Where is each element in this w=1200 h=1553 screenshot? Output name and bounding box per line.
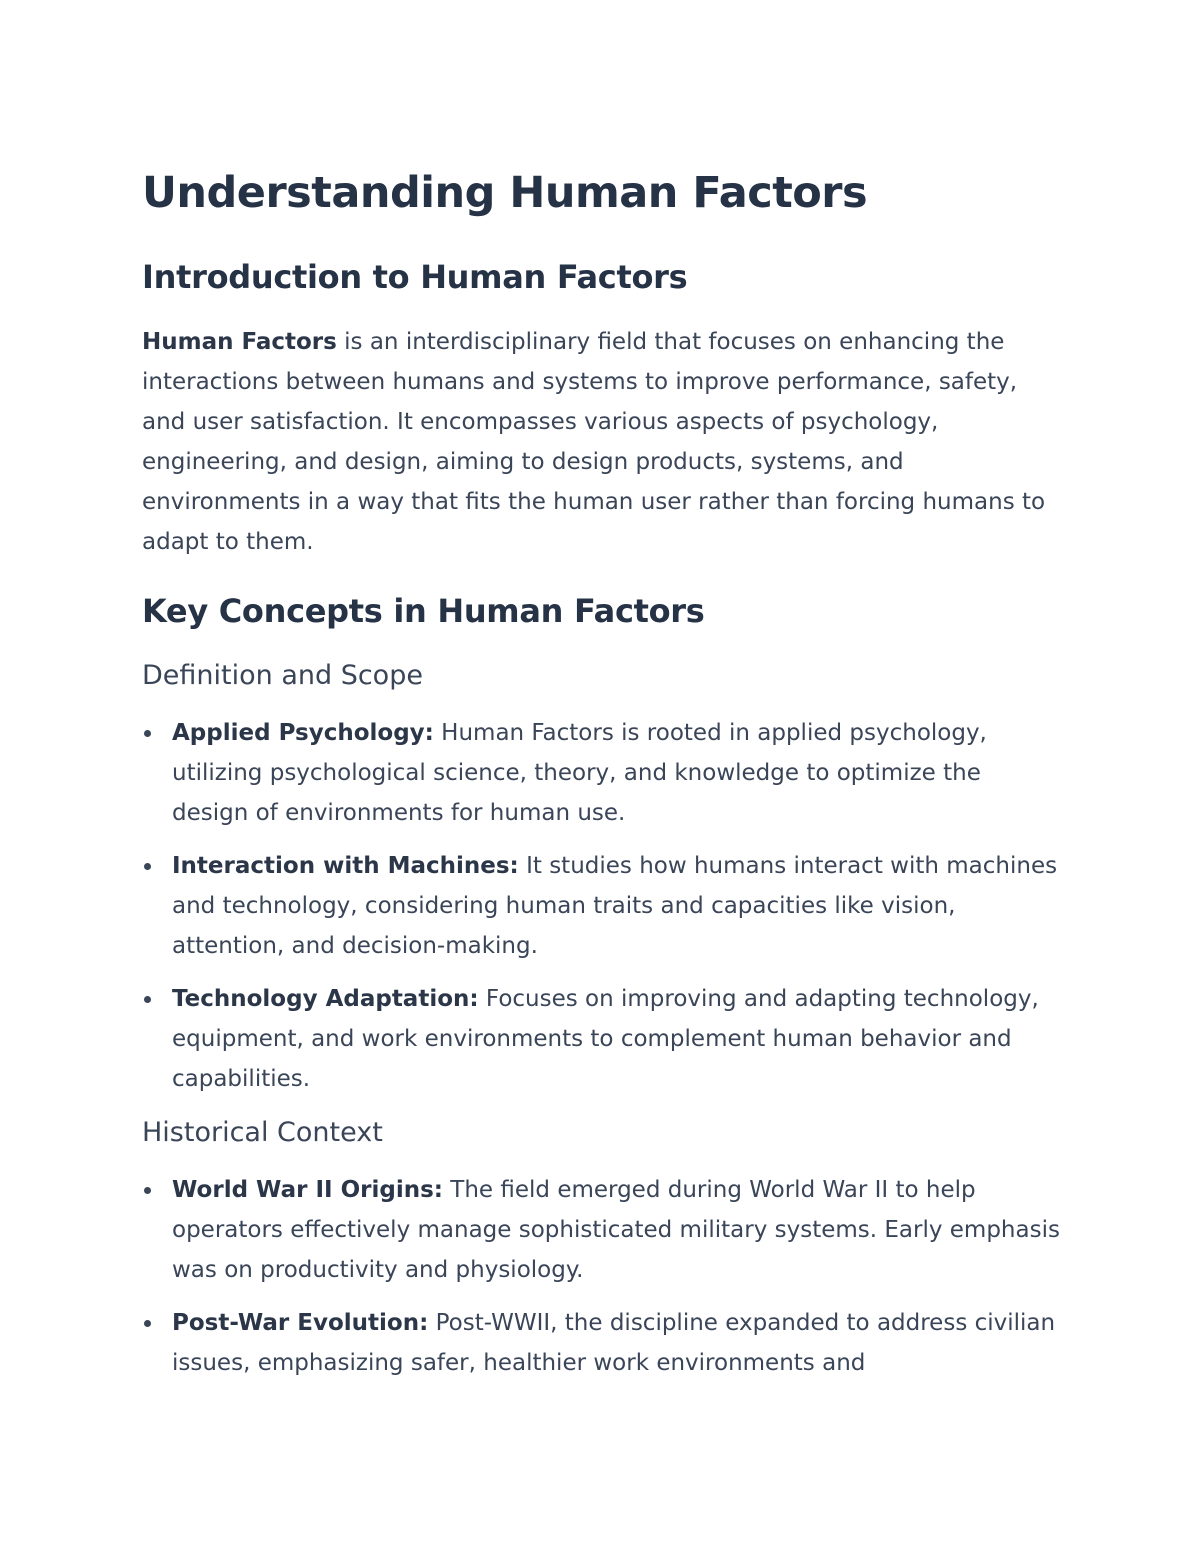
list-item-term: Post-War Evolution: — [172, 1310, 429, 1336]
list-item-term: Interaction with Machines: — [172, 853, 519, 879]
list-item-term: Technology Adaptation: — [172, 986, 479, 1012]
list-item-text: It studies how humans interact with machines and technology, considering human traits and capacities like vision, attention, and decision-making. — [172, 853, 1058, 959]
list-item-text: Focuses on improving and adapting technology, equipment, and work environments to complement human behavior and capabilities. — [172, 986, 1039, 1092]
bullet-icon — [144, 863, 151, 870]
list-item-text: Post-WWII, the discipline expanded to address civilian issues, emphasizing safer, healthier work environments and — [172, 1310, 1056, 1376]
list-item — [142, 979, 1062, 1099]
list-item-term: Applied Psychology: — [172, 720, 434, 746]
bullet-icon — [144, 1187, 151, 1194]
list-item-text: The field emerged during World War II to help operators effectively manage sophisticated military systems. Early emphasis was on productivity and physiology. — [172, 1177, 1060, 1283]
page-title: Understanding Human Factors — [142, 168, 868, 218]
section-heading-key-concepts: Key Concepts in Human Factors — [142, 592, 705, 630]
list-item — [142, 713, 1062, 833]
section-heading-introduction: Introduction to Human Factors — [142, 258, 688, 296]
intro-lead-term: Human Factors — [142, 329, 337, 355]
bullet-icon — [144, 1320, 151, 1327]
list-item-text: Human Factors is rooted in applied psychology, utilizing psychological science, theory, and knowledge to optimize the design of environments for human use. — [172, 720, 987, 826]
list-item-term: World War II Origins: — [172, 1177, 443, 1203]
document-content — [142, 162, 1062, 1383]
intro-text: is an interdisciplinary field that focuses on enhancing the interactions between humans and systems to improve performance, safety, and user satisfaction. It encompasses various aspects of psychology, engineering, and design, aiming to design products, systems, and environments in a way that fits the human user rather than forcing humans to adapt to them. — [142, 329, 1046, 555]
subsection-heading-history: Historical Context — [142, 1117, 383, 1148]
intro-paragraph — [142, 322, 1062, 562]
list-item — [142, 1303, 1062, 1383]
list-item — [142, 1170, 1062, 1290]
bullet-icon — [144, 730, 151, 737]
definition-list — [142, 713, 1062, 1099]
history-list — [142, 1170, 1062, 1383]
list-item — [142, 846, 1062, 966]
subsection-heading-definition: Definition and Scope — [142, 660, 423, 691]
bullet-icon — [144, 996, 151, 1003]
